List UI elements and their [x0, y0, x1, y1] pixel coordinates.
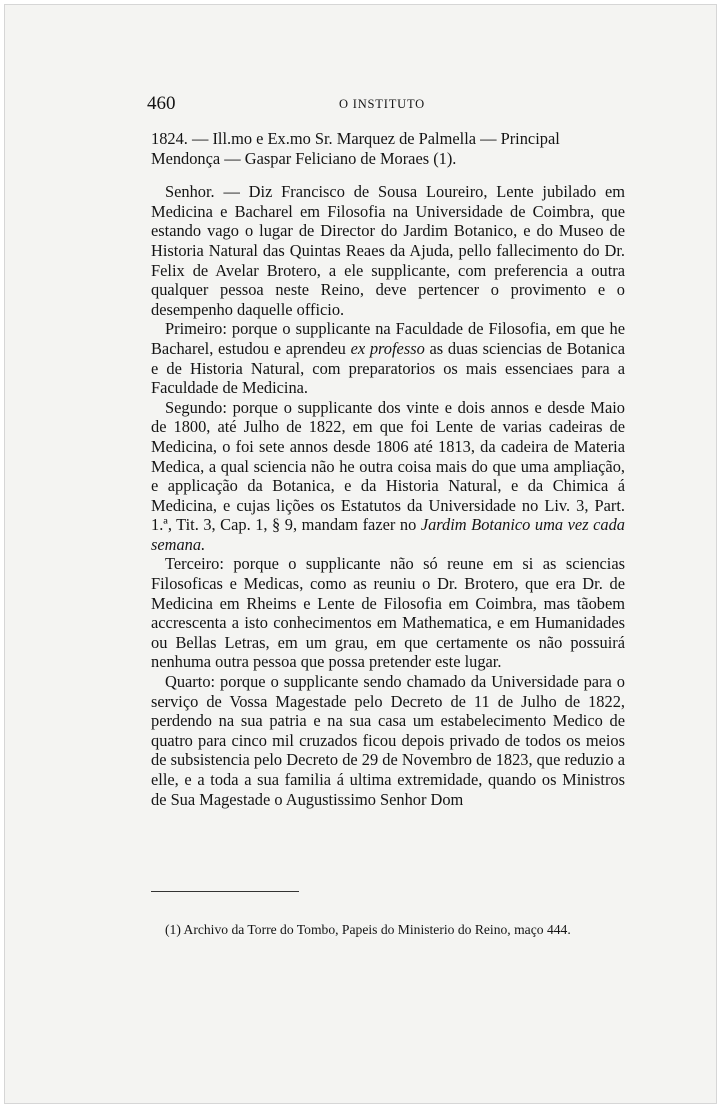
paragraph-senhor: Senhor. — Diz Francisco de Sousa Loureiro, Lente jubilado em Medicina e Bacharel em Filosofia na Universidade de Coimbra, que estando vago o lugar de Director do Jardim Botanico, e do Museo de Historia Natural das Quintas Reaes da Ajuda, pello fallecimento do Dr. Felix de Avelar Brotero, a ele supplicante, com preferencia a outra qualquer pessoa neste Reino, deve pertencer o provimento e o desempenho daquelle officio.: [151, 182, 625, 319]
paragraph-segundo-italic: Jardim Botanico uma vez cada semana.: [151, 515, 625, 554]
heading-line-1: 1824. — Ill.mo e Ex.mo Sr. Marquez de Palmella — Principal: [151, 129, 560, 148]
heading-line-2: Mendonça — Gaspar Feliciano de Moraes (1).: [151, 148, 457, 168]
paragraph-terceiro: Terceiro: porque o supplicante não só reune em si as sciencias Filosoficas e Medicas, como as reuniu o Dr. Brotero, que era Dr. de Medicina em Rheims e Lente de Filosofia em Coimbra, mas tãobem accrescenta a isto conhecimentos em Mathematica, e em Humanidades ou Bellas Letras, em um grau, em que certamente os não possuirá nenhuma outra pessoa que possa pretender este lugar.: [151, 554, 625, 672]
footnote: [151, 921, 625, 938]
paragraph-segundo-text-a: Segundo: porque o supplicante dos vinte e dois annos e desde Maio de 1800, até Julho de 1822, em que foi Lente de varias cadeiras de Medicina, o foi sete annos desde 1806 até 1813, da cadeira de Materia Medica, a qual sciencia não he outra coisa mais do que uma ampliação, e applicação da Botanica, e da Historia Natural, e da Chimica á Medicina, e cujas lições os Estatutos da Universidade no Liv. 3, Part. 1.ª, Tit. 3, Cap. 1, § 9, mandam fazer no: [151, 397, 625, 535]
paragraph-primeiro: [151, 319, 625, 397]
paragraph-segundo: [151, 398, 625, 555]
body-text: [151, 129, 625, 809]
footnote-divider: [151, 891, 299, 892]
paragraph-primeiro-italic: ex professo: [350, 338, 425, 358]
paragraph-primeiro-text-b: as duas sciencias de Botanica e de Historia Natural, com preparatorios os mais essenciaes para a Faculdade de Medicina.: [151, 338, 625, 398]
page-number: 460: [147, 93, 176, 114]
paragraph-primeiro-text-a: Primeiro: porque o supplicante na Faculdade de Filosofia, em que he Bacharel, estudou e aprendeu: [151, 319, 625, 358]
book-page: [4, 4, 717, 1104]
paragraph-quarto: Quarto: porque o supplicante sendo chamado da Universidade para o serviço de Vossa Magestade pelo Decreto de 11 de Julho de 1822, perdendo na sua patria e na sua casa um estabelecimento Medico de quatro para cinco mil cruzados ficou depois privado de todos os meios de subsistencia pelo Decreto de 29 de Novembro de 1823, que reduzio a elle, e a toda a sua familia á ultima extremidade, quando os Ministros de Sua Magestade o Augustissimo Senhor Dom: [151, 672, 625, 809]
footnote-text: (1) Archivo da Torre do Tombo, Papeis do Ministerio do Reino, maço 444.: [165, 922, 571, 937]
page-header: [147, 93, 617, 117]
running-title: O INSTITUTO: [339, 97, 425, 111]
